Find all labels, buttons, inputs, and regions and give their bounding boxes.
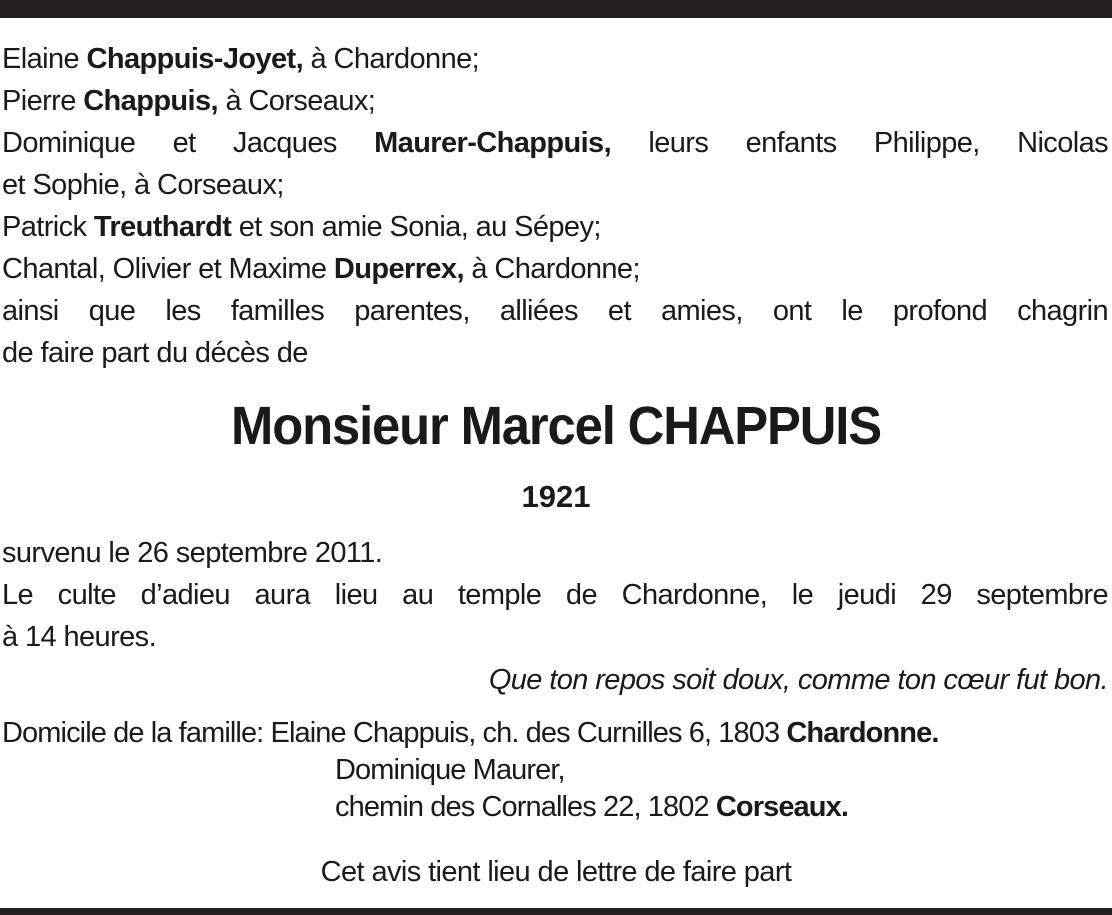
details-line: Le culte d’adieu aura lieu au temple de Chardonne, le jeudi 29 septembre [2, 579, 1108, 611]
family-line: Chantal, Olivier et Maxime Duperrex, à Chardonne; [2, 253, 640, 285]
family-name: Maurer-Chappuis, [374, 127, 612, 159]
domicile-line: chemin des Cornalles 22, 1802 Corseaux. [335, 791, 848, 823]
bottom-rule [0, 908, 1112, 915]
birth-year: 1921 [521, 479, 591, 514]
details-line: survenu le 26 septembre 2011. [2, 537, 383, 569]
family-name: Treuthardt [93, 211, 232, 243]
family-line: Pierre Chappuis, à Corseaux; [2, 85, 376, 117]
family-line: Patrick Treuthardt et son amie Sonia, au Sépey; [2, 211, 601, 243]
death-details [2, 532, 1108, 658]
domicile-town: Chardonne. [786, 717, 939, 749]
details-line: à 14 heures. [2, 621, 157, 653]
family-line: Dominique et Jacques Maurer-Chappuis, leurs enfants Philippe, Nicolas [2, 127, 1108, 159]
family-name: Duperrex, [333, 253, 464, 285]
family-name: Chappuis, [83, 85, 218, 117]
family-line: ainsi que les familles parentes, alliées et amies, ont le profond chagrin [2, 295, 1108, 327]
family-domicile [2, 715, 1108, 826]
domicile-line: Domicile de la famille: Elaine Chappuis, ch. des Curnilles 6, 1803 Chardonne. [2, 717, 939, 749]
family-name: Chappuis-Joyet, [86, 43, 304, 75]
epitaph-quote: Que ton repos soit doux, comme ton cœur fut bon. [488, 664, 1108, 696]
family-announcement [2, 38, 1108, 374]
domicile-line: Dominique Maurer, [335, 754, 565, 786]
deceased-name: Monsieur Marcel CHAPPUIS [231, 396, 881, 456]
top-rule [0, 0, 1112, 18]
family-line: Elaine Chappuis-Joyet, à Chardonne; [2, 43, 480, 75]
family-line: et Sophie, à Corseaux; [2, 169, 284, 201]
domicile-town: Corseaux. [715, 791, 848, 823]
notice-footer: Cet avis tient lieu de lettre de faire part [320, 856, 792, 888]
family-line: de faire part du décès de [2, 337, 308, 369]
